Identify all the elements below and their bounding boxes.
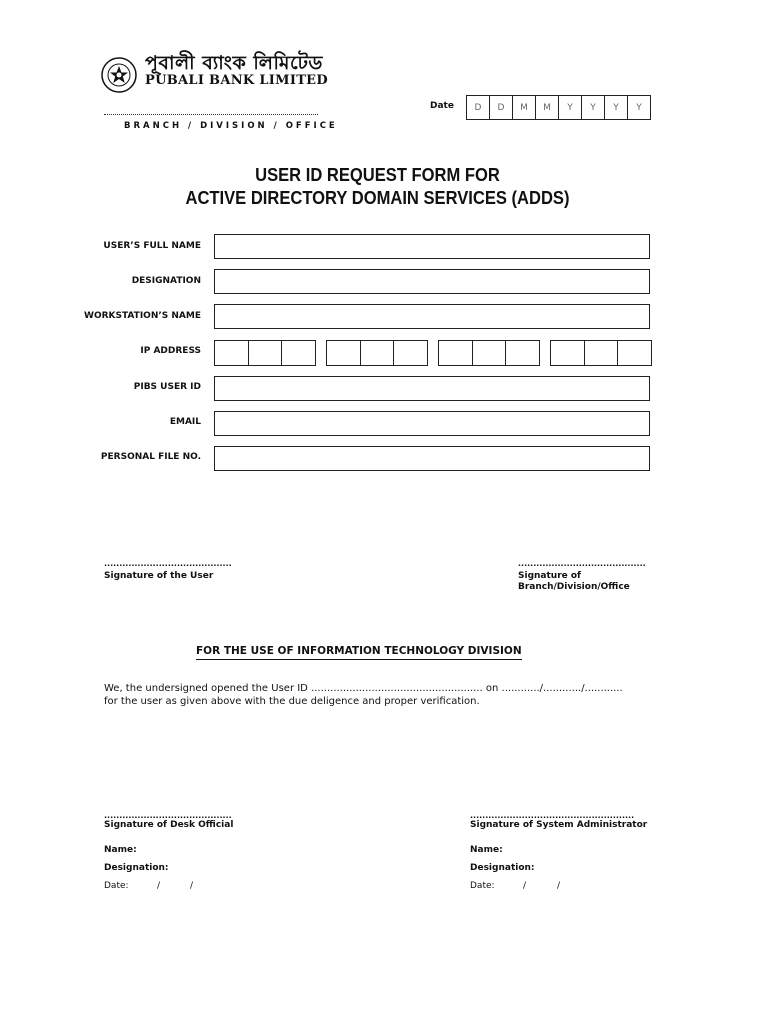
ip-digit-box[interactable]	[506, 341, 539, 365]
date-cell[interactable]: D	[467, 96, 490, 119]
ip-digit-box[interactable]	[473, 341, 507, 365]
form-title-line1: USER ID REQUEST FORM FOR	[255, 165, 500, 185]
ip-digit-box[interactable]	[327, 341, 361, 365]
desk-official-signature-label: Signature of Desk Official	[104, 820, 234, 830]
branch-division-office-label: BRANCH / DIVISION / OFFICE	[124, 121, 338, 131]
desk-official-designation-label: Designation:	[104, 863, 169, 873]
date-input-boxes[interactable]	[466, 95, 651, 120]
bank-name-english: PUBALI BANK LIMITED	[145, 73, 328, 88]
personal-file-no-label: PERSONAL FILE NO.	[100, 452, 201, 462]
ip-digit-box[interactable]	[439, 341, 473, 365]
date-cell[interactable]: Y	[636, 102, 642, 113]
email-field[interactable]	[214, 411, 650, 436]
date-label: Date	[430, 101, 454, 111]
branch-signature-line[interactable]: ..........................................	[518, 559, 646, 568]
full-name-field[interactable]	[214, 234, 650, 259]
pibs-user-id-field[interactable]	[214, 376, 650, 401]
sysadmin-designation-label: Designation:	[470, 863, 535, 873]
it-declaration	[104, 682, 623, 708]
ip-digit-box[interactable]	[215, 341, 249, 365]
date-separator: /	[523, 881, 527, 891]
date-cell[interactable]: Y	[605, 96, 628, 119]
ip-digit-box[interactable]	[551, 341, 585, 365]
user-signature-label: Signature of the User	[104, 571, 214, 581]
date-separator: /	[190, 881, 194, 891]
ip-octet-4[interactable]	[550, 340, 652, 366]
form-title	[122, 164, 633, 210]
branch-signature-label-2: Branch/Division/Office	[518, 582, 630, 592]
bank-name-bangla: পূবালী ব্যাংক লিমিটেড	[145, 52, 323, 74]
date-separator: /	[157, 881, 161, 891]
ip-digit-box[interactable]	[249, 341, 283, 365]
form-title-line2: ACTIVE DIRECTORY DOMAIN SERVICES (ADDS)	[185, 188, 570, 208]
ip-digit-box[interactable]	[585, 341, 619, 365]
workstation-field[interactable]	[214, 304, 650, 329]
desk-official-name-label: Name:	[104, 845, 137, 855]
date-cell[interactable]: M	[513, 96, 536, 119]
ip-octet-3[interactable]	[438, 340, 540, 366]
sysadmin-name-label: Name:	[470, 845, 503, 855]
date-cell[interactable]: D	[490, 96, 513, 119]
user-signature-line[interactable]: ..........................................	[104, 559, 232, 568]
pibs-user-id-label: PIBS USER ID	[133, 382, 201, 392]
date-cell[interactable]: Y	[559, 96, 582, 119]
ip-digit-box[interactable]	[282, 341, 315, 365]
ip-digit-box[interactable]	[394, 341, 427, 365]
sysadmin-signature-label: Signature of System Administrator	[470, 820, 648, 830]
it-declaration-line1: We, the undersigned opened the User ID ...................................................... on ............/............/............	[104, 683, 623, 694]
ip-address-label: IP ADDRESS	[140, 346, 201, 356]
desk-official-signature-line[interactable]: ..........................................	[104, 811, 232, 820]
ip-digit-box[interactable]	[361, 341, 395, 365]
workstation-label: WORKSTATION’S NAME	[84, 311, 201, 321]
desk-official-date-label: Date:	[104, 881, 129, 891]
branch-fill-line[interactable]	[104, 114, 318, 115]
date-cell[interactable]: M	[536, 96, 559, 119]
personal-file-no-field[interactable]	[214, 446, 650, 471]
ip-digit-box[interactable]	[618, 341, 651, 365]
ip-octet-1[interactable]	[214, 340, 316, 366]
date-cell[interactable]: Y	[582, 96, 605, 119]
designation-label: DESIGNATION	[131, 276, 201, 286]
designation-field[interactable]	[214, 269, 650, 294]
sysadmin-signature-line[interactable]: ......................................................	[470, 811, 635, 820]
it-division-heading: FOR THE USE OF INFORMATION TECHNOLOGY DIVISION	[196, 645, 522, 660]
branch-signature-label-1: Signature of	[518, 571, 581, 581]
ip-octet-2[interactable]	[326, 340, 428, 366]
date-separator: /	[557, 881, 561, 891]
sysadmin-date-label: Date:	[470, 881, 495, 891]
full-name-label: USER’S FULL NAME	[103, 241, 201, 251]
bank-seal-logo	[101, 57, 137, 93]
email-label: EMAIL	[169, 417, 201, 427]
it-declaration-line2: for the user as given above with the due deligence and proper verification.	[104, 696, 480, 707]
